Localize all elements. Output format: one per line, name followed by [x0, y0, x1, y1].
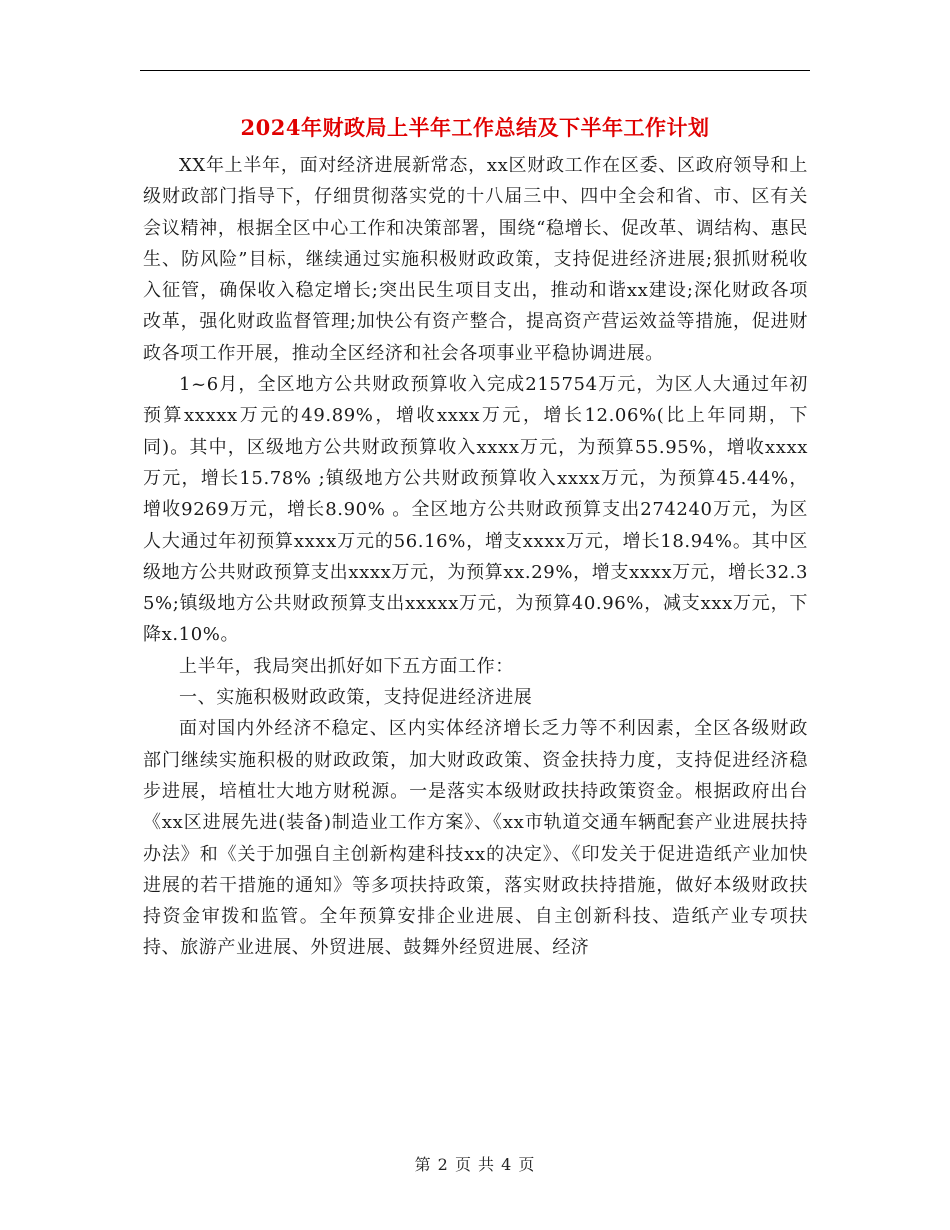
- document-title: 2024年财政局上半年工作总结及下半年工作计划: [240, 115, 710, 140]
- paragraph-intro: XX年上半年，面对经济进展新常态，xx区财政工作在区委、区政府领导和上级财政部门指导下，仔细贯彻落实党的十八届三中、四中全会和省、市、区有关会议精神，根据全区中心工作和决策部署，围绕“稳增长、促改革、调结构、惠民生、防风险”目标，继续通过实施积极财政政策，支持促进经济进展;狠抓财税收入征管，确保收入稳定增长;突出民生项目支出，推动和谐xx建设;深化财政各项改革，强化财政监督管理;加快公有资产整合，提高资产营运效益等措施，促进财政各项工作开展，推动全区经济和社会各项事业平稳协调进展。: [143, 155, 808, 364]
- section-heading-1: 一、实施积极财政政策，支持促进经济进展: [179, 687, 533, 709]
- paragraph-fiscal-policy: 面对国内外经济不稳定、区内实体经济增长乏力等不利因素，全区各级财政部门继续实施积极的财政政策，加大财政政策、资金扶持力度，支持促进经济稳步进展，培植壮大地方财税源。一是落实本级财政扶持政策资金。根据政府出台《xx区进展先进(装备)制造业工作方案》、《xx市轨道交通车辆配套产业进展扶持办法》和《关于加强自主创新构建科技xx的决定》、《印发关于促进造纸产业加快进展的若干措施的通知》等多项扶持政策，落实财政扶持措施，做好本级财政扶持资金审拨和监管。全年预算安排企业进展、自主创新科技、造纸产业专项扶持、旅游产业进展、外贸进展、鼓舞外经贸进展、经济: [143, 718, 808, 959]
- paragraph-five-aspects: 上半年，我局突出抓好如下五方面工作：: [179, 655, 514, 677]
- paragraph-budget-figures: 1~6月，全区地方公共财政预算收入完成215754万元，为区人大通过年初预算xxxxx万元的49.89%，增收xxxx万元，增长12.06%(比上年同期，下同)。其中，区级地方公共财政预算收入xxxx万元，为预算55.95%，增收xxxx万元，增长15.78% ;镇级地方公共财政预算收入xxxx万元，为预算45.44%，增收9269万元，增长8.90% 。全区地方公共财政预算支出274240万元，为区人大通过年初预算xxxx万元的56.16%，增支xxxx万元，增长18.94%。其中区级地方公共财政预算支出xxxx万元，为预算xx.29%，增支xxxx万元，增长32.35%;镇级地方公共财政预算支出xxxxx万元，为预算40.96%，减支xxx万元，下降x.10%。: [143, 374, 808, 646]
- page-number: 第 2 页 共 4 页: [414, 1155, 536, 1174]
- header-rule: [140, 70, 810, 71]
- document-body: [143, 150, 808, 964]
